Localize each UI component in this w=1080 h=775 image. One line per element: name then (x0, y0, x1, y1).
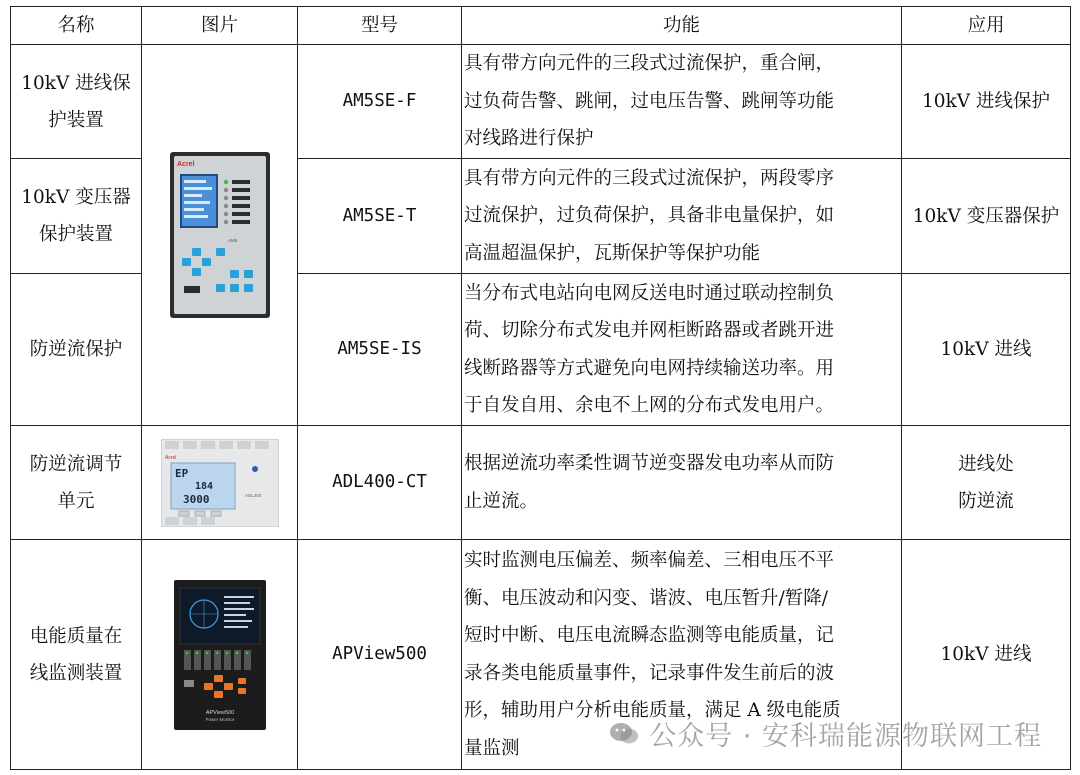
table-row (11, 426, 1071, 540)
header-model: 型号 (298, 7, 462, 45)
model-cell: AM5SE-F (298, 45, 462, 159)
header-application: 应用 (902, 7, 1071, 45)
function-line: 对线路进行保护 (464, 128, 594, 150)
function-line: 具有带方向元件的三段式过流保护，重合闸， (464, 53, 835, 75)
function-line: 线断路器等方式避免向电网持续输送功率。用 (464, 357, 835, 379)
device-name-line: 电能质量在 (29, 625, 123, 647)
device-name-cell (11, 274, 142, 426)
function-line: 量监测 (464, 737, 520, 759)
model-cell: AM5SE-IS (298, 274, 462, 426)
function-cell (462, 426, 902, 540)
function-line: 荷、切除分布式发电并网柜断路器或者跳开进 (464, 320, 835, 341)
am5se-image-cell (142, 45, 298, 426)
function-line: 当分布式电站向电网反送电时通过联动控制负 (464, 282, 835, 304)
table-row (11, 45, 1071, 159)
function-cell (462, 159, 902, 274)
adl400-brand-text: Acrel (164, 454, 176, 461)
function-line: 短时中断、电压电流瞬态监测等电能质量，记 (464, 625, 835, 646)
application-cell (902, 274, 1071, 426)
watermark-text: 公众号 · 安科瑞能源物联网工程 (649, 721, 1042, 752)
watermark (609, 714, 1042, 753)
device-name-line: 10kV 变压器 (21, 187, 131, 208)
adl400-display-line1: EP (174, 466, 188, 480)
function-cell (462, 274, 902, 426)
function-line: 形，辅助用户分析电能质量，满足 A 级电能质 (464, 700, 841, 721)
device-name-cell (11, 159, 142, 274)
device-name-line: 防逆流保护 (29, 339, 123, 360)
function-line: 录各类电能质量事件，记录事件发生前后的波 (464, 662, 835, 684)
function-line: 实时监测电压偏差、频率偏差、三相电压不平 (464, 550, 835, 571)
device-name-line: 保护装置 (38, 224, 113, 245)
model-cell: AM5SE-T (298, 159, 462, 274)
model-cell: APView500 (298, 540, 462, 770)
function-line: 具有带方向元件的三段式过流保护，两段零序 (464, 167, 835, 189)
header-function: 功能 (462, 7, 902, 45)
application-line: 10kV 变压器保护 (912, 205, 1060, 227)
adl400-image-cell (142, 426, 298, 540)
table-header-row (11, 7, 1071, 45)
model-cell: ADL400-CT (298, 426, 462, 540)
device-name-cell (11, 45, 142, 159)
application-line: 防逆流 (958, 490, 1014, 512)
header-image: 图片 (142, 7, 298, 45)
am5se-device-image (170, 152, 270, 318)
function-line: 于自发自用、余电不上网的分布式发电用户。 (464, 395, 835, 416)
apview500-image-cell (142, 540, 298, 770)
adl400-display-line3: 3000 (182, 492, 209, 506)
am5se-model-text: AM5 (227, 238, 237, 243)
header-name: 名称 (11, 7, 142, 45)
adl400-side-text: ADL400 (244, 492, 261, 498)
function-line: 过负荷告警、跳闸，过电压告警、跳闸等功能 (464, 90, 835, 112)
adl400-display-line2: 184 (194, 480, 213, 492)
device-name-line: 护装置 (48, 109, 104, 131)
adl400-device-image (161, 439, 279, 527)
function-cell (462, 45, 902, 159)
application-line: 进线处 (958, 453, 1014, 475)
device-name-cell (11, 426, 142, 540)
application-line: 10kV 进线 (940, 339, 1032, 360)
application-cell (902, 45, 1071, 159)
application-line: 10kV 进线 (940, 644, 1032, 665)
function-line: 过流保护，过负荷保护，具备非电量保护，如 (464, 205, 835, 227)
product-table (10, 6, 1071, 770)
am5se-brand-text: Acrel (176, 161, 195, 168)
device-name-cell (11, 540, 142, 770)
application-line: 10kV 进线保护 (922, 91, 1050, 112)
wechat-icon (609, 721, 639, 747)
apview500-model-text: APView500 (205, 709, 234, 716)
apview500-device-image (174, 580, 266, 730)
function-line: 根据逆流功率柔性调节逆变器发电功率从而防 (464, 453, 835, 474)
function-line: 衡、电压波动和闪变、谐波、电压暂升/暂降/ (464, 587, 828, 609)
device-name-line: 10kV 进线保 (21, 72, 131, 94)
function-line: 止逆流。 (464, 490, 539, 512)
device-name-line: 线监测装置 (29, 662, 123, 684)
function-line: 高温超温保护，瓦斯保护等保护功能 (464, 242, 761, 264)
application-cell (902, 159, 1071, 274)
device-name-line: 防逆流调节 (29, 453, 123, 475)
apview500-subtitle-text: Power Monitor (204, 716, 235, 722)
application-cell (902, 426, 1071, 540)
device-name-line: 单元 (57, 490, 95, 512)
